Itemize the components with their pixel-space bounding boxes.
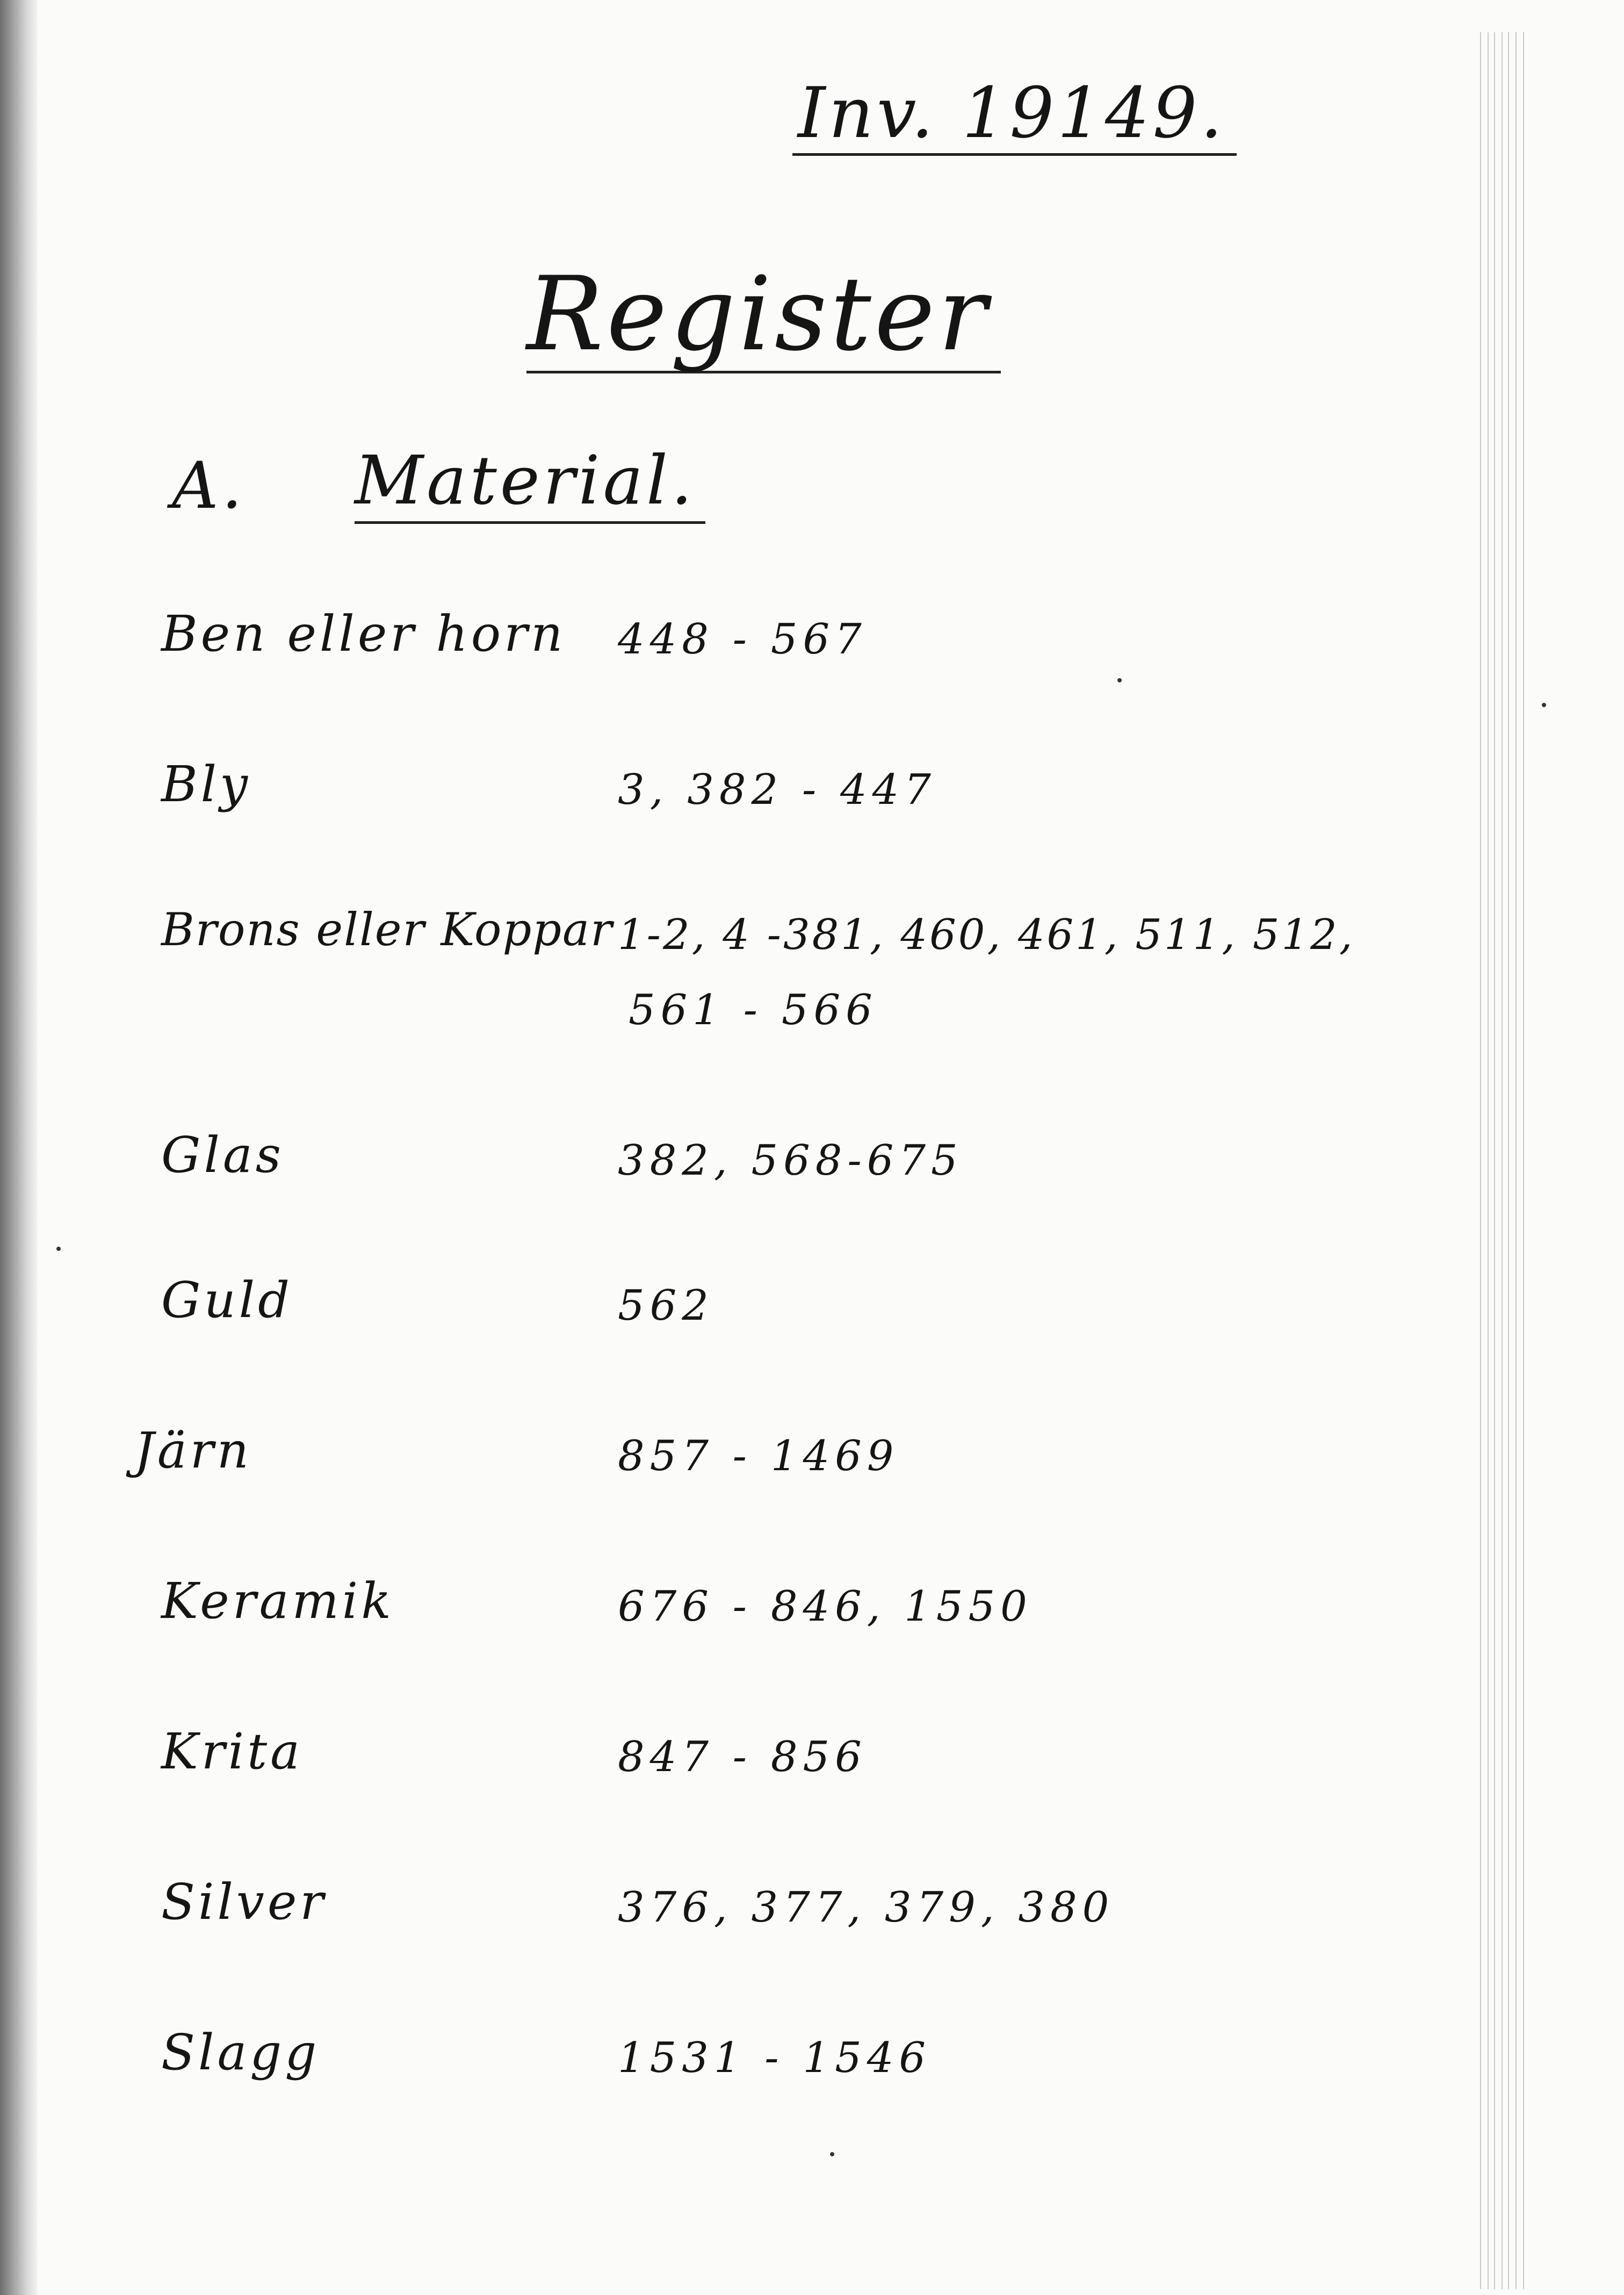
register-entry — [0, 1569, 1450, 1709]
ink-speck — [830, 2152, 834, 2156]
register-entry — [0, 1870, 1450, 2010]
register-entry — [0, 602, 1450, 742]
material-name: Silver — [161, 1873, 327, 1931]
ink-speck — [56, 1247, 61, 1251]
material-name: Krita — [161, 1723, 303, 1780]
material-name: Bly — [161, 756, 251, 813]
catalogue-numbers: 1531 - 1546 — [618, 2034, 931, 2082]
ink-speck — [1542, 703, 1546, 707]
register-entry — [0, 897, 1450, 1037]
material-name: Slagg — [161, 2024, 320, 2081]
material-name: Brons eller Koppar — [161, 903, 613, 956]
material-name: Ben eller horn — [161, 605, 566, 663]
catalogue-numbers: 448 - 567 — [618, 615, 867, 664]
catalogue-numbers: 3, 382 - 447 — [618, 766, 936, 814]
catalogue-numbers: 847 - 856 — [618, 1733, 867, 1781]
catalogue-numbers: 857 - 1469 — [618, 1432, 899, 1480]
catalogue-numbers: 382, 568-675 — [618, 1136, 963, 1185]
catalogue-numbers: 1-2, 4 -381, 460, 461, 511, 512, — [618, 911, 1355, 959]
section-heading: Material. — [355, 441, 705, 524]
register-entry — [0, 1123, 1450, 1263]
catalogue-numbers: 562 — [618, 1282, 714, 1330]
catalogue-numbers: 676 - 846, 1550 — [618, 1582, 1033, 1631]
page-edges — [1480, 32, 1550, 2289]
register-entry — [0, 1720, 1450, 1859]
material-name: Guld — [161, 1271, 293, 1329]
catalogue-numbers: 376, 377, 379, 380 — [618, 1883, 1115, 1932]
material-name: Glas — [161, 1126, 284, 1184]
ink-speck — [1117, 678, 1122, 682]
page-title: Register — [526, 258, 1001, 373]
register-entry — [0, 2020, 1450, 2160]
section-letter: A. — [172, 449, 246, 523]
material-name: Keramik — [161, 1572, 394, 1630]
register-entry — [0, 1268, 1450, 1408]
material-name: Järn — [134, 1422, 252, 1479]
register-entry — [0, 752, 1450, 892]
catalogue-numbers-continued: 561 - 566 — [629, 986, 878, 1034]
inventory-number: Inv. 19149. — [792, 73, 1237, 156]
register-entry — [0, 1419, 1450, 1558]
